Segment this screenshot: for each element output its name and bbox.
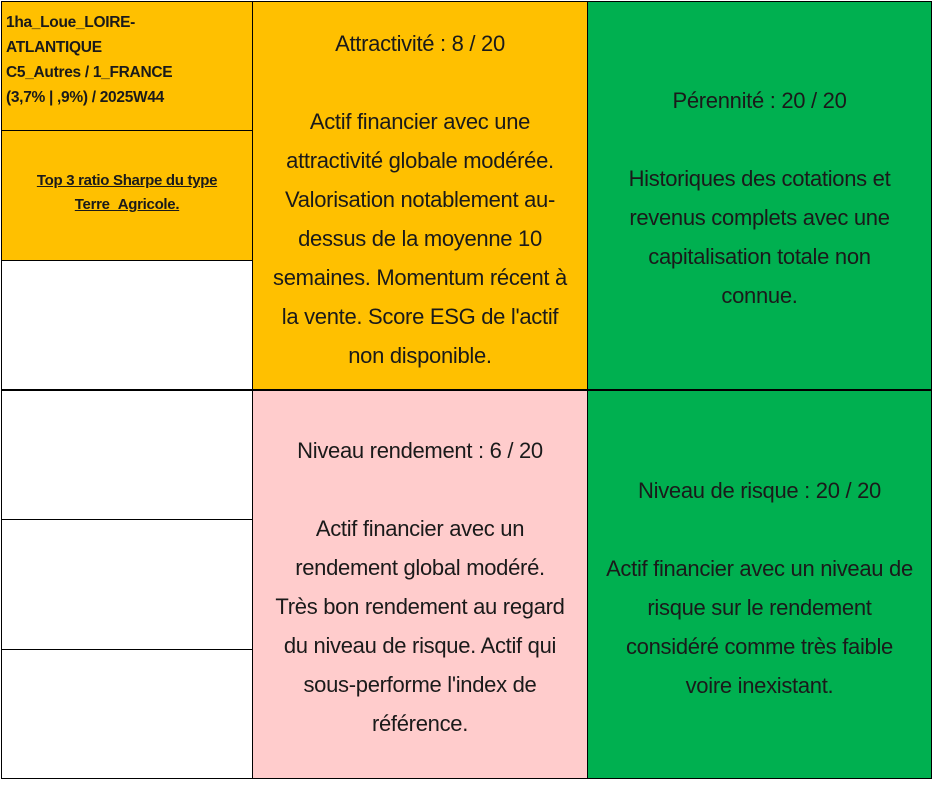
empty-cell-4: [1, 649, 253, 779]
risque-cell: [587, 390, 932, 779]
asset-info-cell: [1, 1, 253, 131]
rendement-line: Très bon rendement au regard: [275, 594, 565, 619]
rendement-line: du niveau de risque. Actif qui: [283, 633, 557, 658]
perennite-line: connue.: [721, 283, 798, 308]
perennite-line: capitalisation totale non: [648, 244, 871, 269]
rendement-line: Actif financier avec un: [315, 516, 525, 541]
risque-description: [606, 549, 913, 705]
attractivite-cell: [252, 1, 588, 390]
empty-cell-3: [1, 519, 253, 650]
risque-line: Actif financier avec un niveau de: [606, 556, 913, 581]
empty-cell-2: [1, 390, 253, 520]
perennite-line: revenus complets avec une: [629, 205, 890, 230]
attractivite-title: Attractivité : 8 / 20: [335, 31, 505, 56]
perennite-title: Pérennité : 20 / 20: [672, 88, 847, 113]
asset-info: [2, 2, 252, 110]
top3-text: [2, 131, 252, 217]
asset-line-1: 1ha_Loue_LOIRE-: [6, 14, 135, 31]
top3-line-1: Top 3 ratio Sharpe du type: [36, 172, 218, 189]
attractivite-line: non disponible.: [348, 343, 492, 368]
rendement-description: [275, 509, 564, 743]
attractivite-line: Valorisation notablement au-: [284, 187, 555, 212]
perennite-line: Historiques des cotations et: [628, 166, 891, 191]
rendement-cell: [252, 390, 588, 779]
empty-cell-1: [1, 260, 253, 390]
attractivite-line: la vente. Score ESG de l'actif: [281, 304, 559, 329]
attractivite-description: [273, 102, 567, 375]
perennite-description: [629, 159, 891, 315]
attractivite-line: attractivité globale modérée.: [286, 148, 554, 173]
rendement-line: référence.: [371, 711, 469, 736]
rendement-title: Niveau rendement : 6 / 20: [297, 438, 543, 463]
asset-line-2: ATLANTIQUE: [6, 39, 102, 56]
risque-title: Niveau de risque : 20 / 20: [638, 478, 881, 503]
top3-line-2: Terre_Agricole.: [74, 196, 180, 213]
asset-line-4: (3,7% | ,9%) / 2025W44: [6, 89, 164, 106]
top3-cell: [1, 130, 253, 261]
perennite-cell: [587, 1, 932, 390]
attractivite-line: dessus de la moyenne 10: [298, 226, 542, 251]
risque-line: considéré comme très faible: [625, 634, 893, 659]
attractivite-line: semaines. Momentum récent à: [273, 265, 567, 290]
rendement-line: rendement global modéré.: [295, 555, 545, 580]
attractivite-line: Actif financier avec une: [309, 109, 531, 134]
asset-line-3: C5_Autres / 1_FRANCE: [6, 64, 173, 81]
risque-line: risque sur le rendement: [647, 595, 872, 620]
risque-line: voire inexistant.: [685, 673, 834, 698]
rendement-line: sous-performe l'index de: [303, 672, 537, 697]
